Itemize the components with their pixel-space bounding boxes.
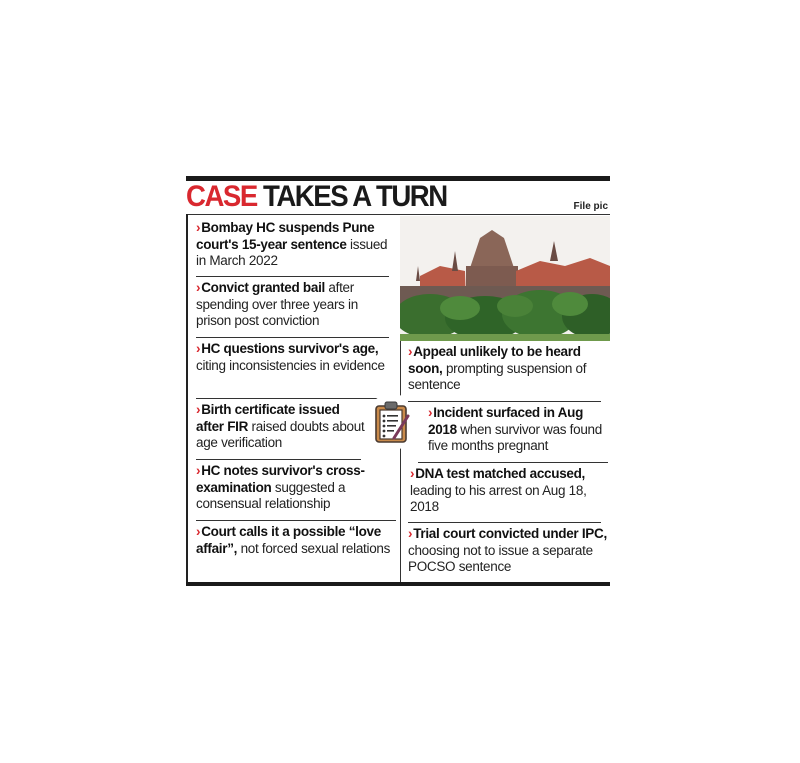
separator (196, 398, 389, 399)
item-text: not forced sexual relations (237, 540, 391, 556)
separator (418, 462, 608, 463)
separator (196, 337, 389, 338)
item-text: choosing not to issue a separate POCSO sentence (408, 542, 593, 574)
photo-credit: File pic (573, 201, 608, 212)
list-item (196, 463, 396, 513)
bullet-arrow-icon: › (428, 405, 433, 420)
headline-dark: TAKES A TURN (263, 180, 447, 213)
item-bold-text: HC notes survivor's cross-examination (196, 463, 365, 495)
list-item (196, 341, 396, 374)
item-bold-text: Court calls it a possible “love affair”, (196, 524, 381, 556)
bullet-arrow-icon: › (196, 280, 201, 295)
bullet-arrow-icon: › (196, 220, 201, 235)
infographic (186, 176, 610, 588)
item-bold-text: Birth certificate issued after FIR (196, 402, 340, 434)
item-bold-text: DNA test matched accused, (415, 466, 586, 481)
item-text: issued in March 2022 (196, 236, 388, 268)
frame-left-border (186, 214, 188, 584)
separator (196, 459, 361, 460)
bottom-rule (186, 582, 610, 586)
item-text: prompting suspension of sentence (408, 360, 587, 392)
headline (186, 180, 447, 214)
list-item (428, 405, 608, 455)
item-text: when survivor was found five months pregnant (428, 421, 602, 453)
list-item (410, 466, 608, 516)
headline-red: CASE (186, 180, 257, 213)
item-bold-text: Bombay HC suspends Pune court's 15-year sentence (196, 220, 375, 252)
item-bold-text: Trial court convicted under IPC, (413, 526, 607, 541)
list-item (196, 524, 396, 557)
item-bold-text: Convict granted bail (201, 280, 325, 295)
list-item (196, 220, 396, 270)
bullet-arrow-icon: › (410, 466, 415, 481)
headline-divider (186, 214, 610, 215)
item-text: suggested a consensual relationship (196, 479, 346, 511)
item-bold-text: HC questions survivor's age, (201, 341, 379, 356)
list-item (408, 344, 608, 394)
item-text: citing inconsistencies in evidence (196, 357, 385, 373)
item-bold-text: Appeal unlikely to be heard soon, (408, 344, 581, 376)
bullet-arrow-icon: › (408, 526, 413, 541)
separator (408, 401, 601, 402)
list-item (196, 402, 366, 452)
list-item (196, 280, 396, 330)
item-bold-text: Incident surfaced in Aug 2018 (428, 405, 584, 437)
clipboard-badge (364, 394, 420, 450)
bullet-arrow-icon: › (196, 402, 201, 417)
bullet-arrow-icon: › (196, 524, 201, 539)
bullet-arrow-icon: › (408, 344, 413, 359)
bullet-arrow-icon: › (196, 463, 201, 478)
separator (196, 520, 396, 521)
bullet-arrow-icon: › (196, 341, 201, 356)
column-divider (400, 336, 401, 584)
item-text: after spending over three years in prison post conviction (196, 280, 358, 328)
separator (408, 522, 601, 523)
item-text: raised doubts about age verification (196, 418, 365, 450)
separator (196, 276, 389, 277)
item-text: leading to his arrest on Aug 18, 2018 (410, 482, 587, 514)
court-building-image (400, 216, 610, 341)
court-photo (400, 216, 610, 341)
list-item (408, 526, 608, 576)
clipboard-icon (364, 394, 420, 450)
